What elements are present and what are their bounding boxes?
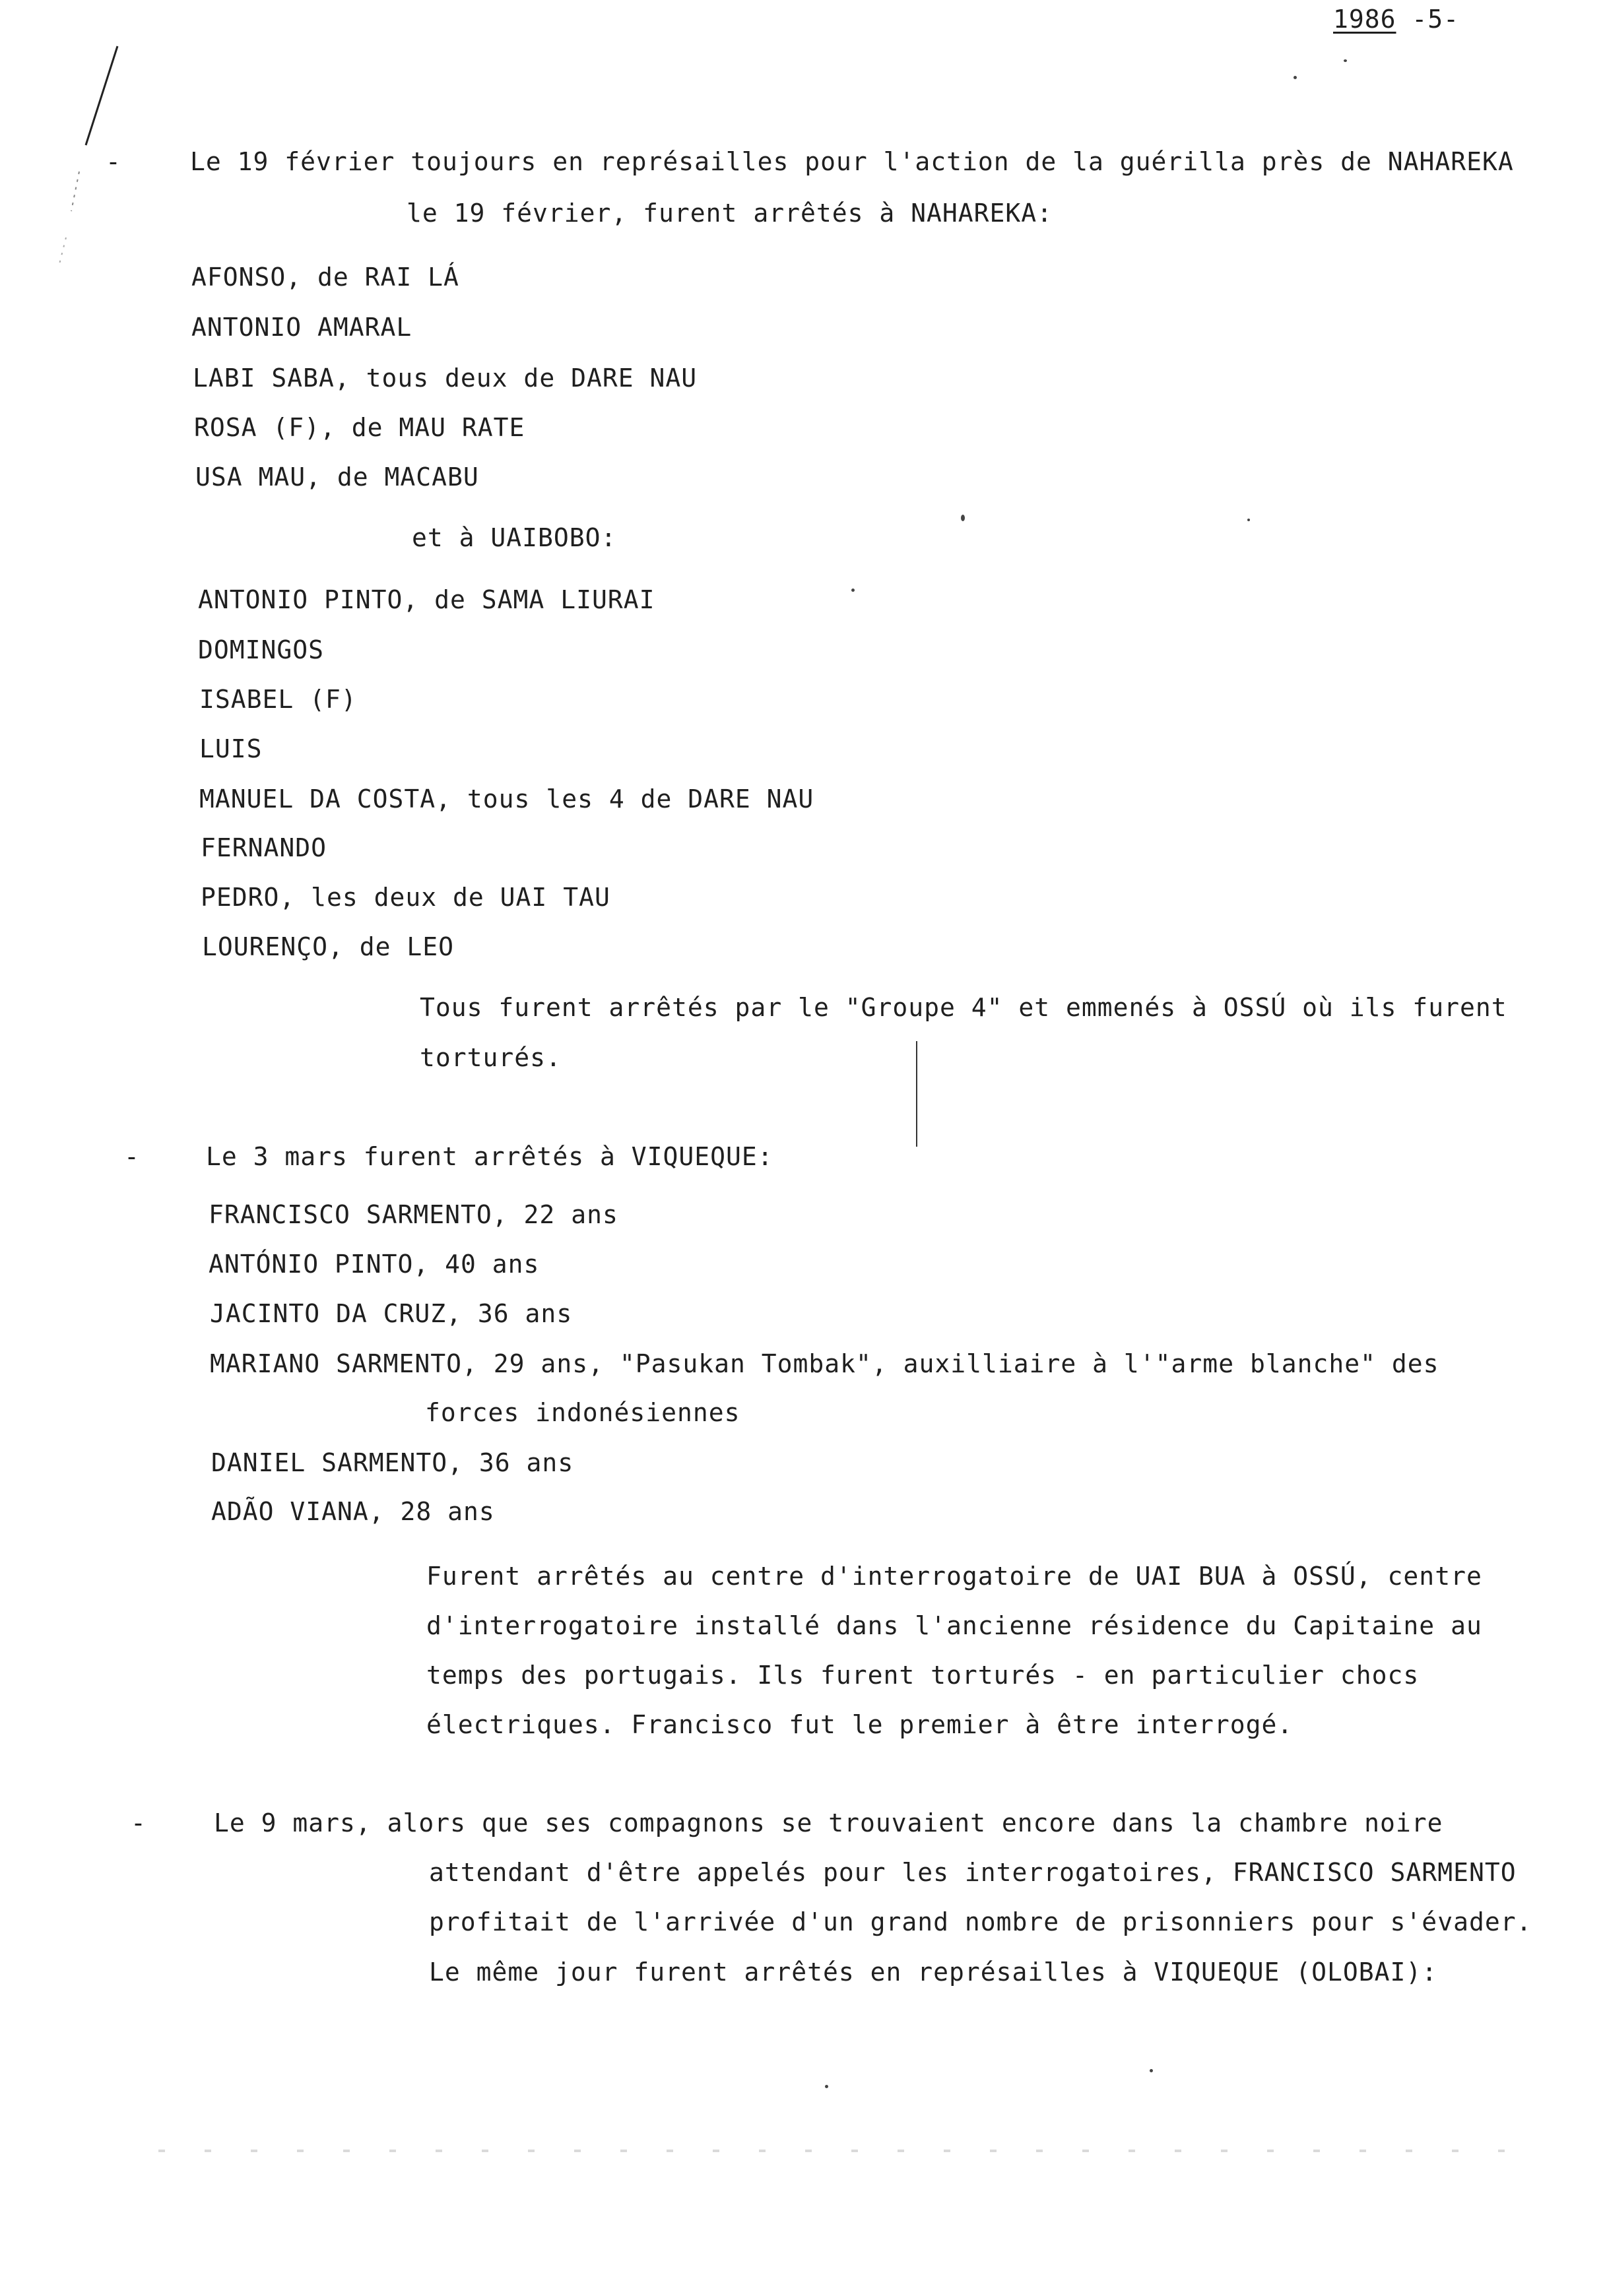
list-item: MANUEL DA COSTA, tous les 4 de DARE NAU	[199, 784, 814, 813]
paragraph-line: d'interrogatoire installé dans l'ancienne résidence du Capitaine au	[426, 1611, 1482, 1640]
list-item: DANIEL SARMENTO, 36 ans	[211, 1448, 574, 1477]
scan-speck	[1247, 519, 1250, 521]
paragraph-line: Le même jour furent arrêtés en représailles à VIQUEQUE (OLOBAI):	[429, 1958, 1438, 1987]
uaibobo-heading: et à UAIBOBO:	[412, 523, 617, 552]
list-item: PEDRO, les deux de UAI TAU	[201, 883, 610, 912]
list-item: FRANCISCO SARMENTO, 22 ans	[209, 1200, 618, 1229]
list-item: DOMINGOS	[198, 635, 325, 664]
paragraph-dash: -	[131, 1808, 146, 1837]
list-item: JACINTO DA CRUZ, 36 ans	[210, 1299, 573, 1328]
list-item: ADÃO VIANA, 28 ans	[211, 1497, 495, 1526]
list-item: MARIANO SARMENTO, 29 ans, "Pasukan Tombak", auxilliaire à l'"arme blanche" des	[210, 1349, 1439, 1378]
scan-footer-noise	[158, 2150, 1505, 2152]
list-item: ANTÓNIO PINTO, 40 ans	[209, 1250, 540, 1279]
scan-speck	[825, 2085, 828, 2088]
paragraph-2-intro: Le 3 mars furent arrêtés à VIQUEQUE:	[206, 1142, 773, 1171]
list-item: LABI SABA, tous deux de DARE NAU	[193, 364, 698, 393]
margin-pen-stroke	[40, 40, 145, 277]
paragraph-line: électriques. Francisco fut le premier à être interrogé.	[426, 1710, 1294, 1739]
list-item: ISABEL (F)	[199, 685, 357, 714]
list-item: FERNANDO	[201, 833, 327, 862]
scan-speck	[961, 515, 965, 521]
scan-speck	[1344, 59, 1347, 62]
paragraph-line: profitait de l'arrivée d'un grand nombre de prisonniers pour s'évader.	[429, 1907, 1532, 1936]
paragraph-dash: -	[106, 147, 121, 176]
paragraph-line: torturés.	[420, 1043, 562, 1072]
list-item: USA MAU, de MACABU	[195, 462, 479, 492]
paragraph-line: Furent arrêtés au centre d'interrogatoire de UAI BUA à OSSÚ, centre	[426, 1562, 1482, 1591]
scan-speck	[1294, 76, 1297, 79]
list-item: LOURENÇO, de LEO	[202, 932, 455, 961]
list-item: ROSA (F), de MAU RATE	[194, 413, 525, 442]
paragraph-1-intro: Le 19 février toujours en représailles pour l'action de la guérilla près de NAHAREKA	[190, 147, 1514, 176]
page-number	[1333, 4, 1459, 34]
paragraph-line: attendant d'être appelés pour les interrogatoires, FRANCISCO SARMENTO	[429, 1858, 1517, 1887]
paragraph-line: temps des portugais. Ils furent torturés - en particulier chocs	[426, 1661, 1420, 1690]
scan-speck	[851, 589, 855, 592]
list-item: ANTONIO PINTO, de SAMA LIURAI	[198, 585, 655, 614]
page-index: -5-	[1396, 5, 1460, 34]
page-year: 1986	[1333, 5, 1396, 34]
paragraph-dash: -	[124, 1142, 139, 1171]
list-item: LUIS	[199, 734, 263, 763]
list-item-continuation: forces indonésiennes	[425, 1398, 740, 1427]
paragraph-line: Tous furent arrêtés par le "Groupe 4" et emmenés à OSSÚ où ils furent	[420, 993, 1507, 1022]
paragraph-1-subline: le 19 février, furent arrêtés à NAHAREKA:	[407, 199, 1053, 228]
list-item: ANTONIO AMARAL	[191, 313, 412, 342]
paragraph-line: Le 9 mars, alors que ses compagnons se trouvaient encore dans la chambre noire	[214, 1808, 1443, 1837]
list-item: AFONSO, de RAI LÁ	[191, 263, 459, 292]
scan-vertical-mark	[916, 1041, 917, 1147]
scan-speck	[1150, 2069, 1153, 2072]
